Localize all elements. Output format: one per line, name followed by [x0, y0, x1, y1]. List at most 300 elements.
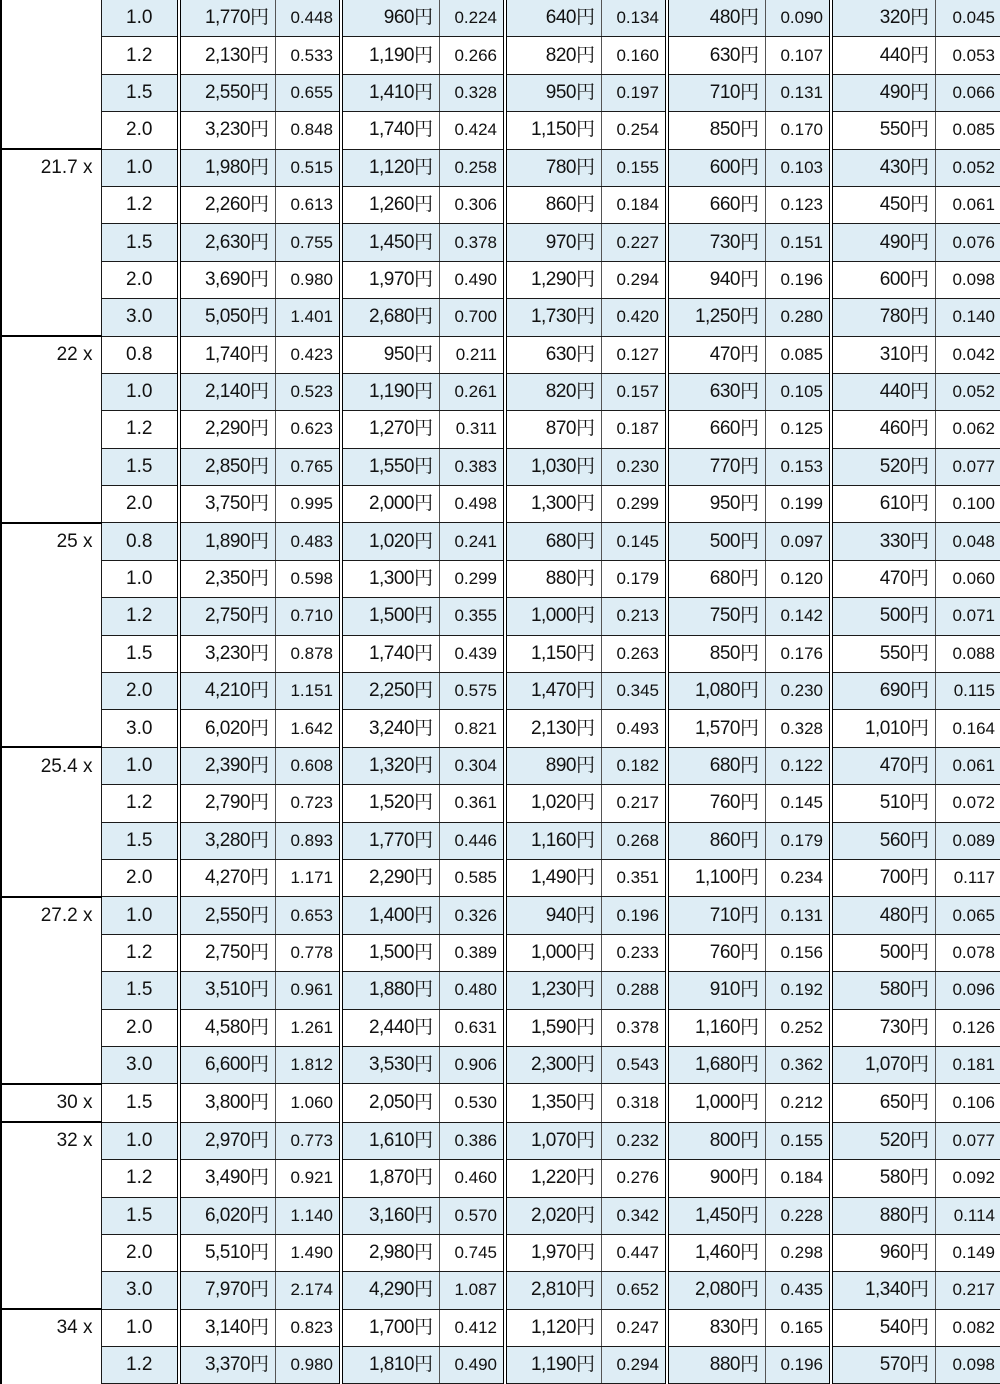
table-row [1, 1122, 1000, 1159]
price-a-cell: 2,850円 [179, 448, 275, 485]
price-e-cell: 960円 [831, 1234, 935, 1271]
table-row [1, 598, 1000, 635]
table-row [1, 710, 1000, 747]
weight-d-cell: 0.435 [765, 1272, 831, 1309]
weight-b-cell: 0.570 [439, 1197, 505, 1234]
weight-e-cell: 0.149 [935, 1234, 1000, 1271]
price-a-cell: 6,020円 [179, 1197, 275, 1234]
size-cell [1, 822, 101, 859]
table-row [1, 747, 1000, 784]
weight-a-cell: 0.995 [275, 486, 341, 523]
price-d-cell: 1,080円 [667, 673, 765, 710]
size-cell [1, 1046, 101, 1083]
price-b-cell: 1,410円 [341, 74, 439, 111]
weight-c-cell: 0.263 [601, 635, 667, 672]
weight-e-cell: 0.114 [935, 1197, 1000, 1234]
price-b-cell: 1,450円 [341, 224, 439, 261]
price-c-cell: 1,590円 [505, 1009, 601, 1046]
price-a-cell: 3,230円 [179, 112, 275, 149]
price-a-cell: 3,140円 [179, 1309, 275, 1346]
price-a-cell: 3,280円 [179, 822, 275, 859]
price-a-cell: 2,630円 [179, 224, 275, 261]
price-c-cell: 630円 [505, 336, 601, 373]
weight-e-cell: 0.077 [935, 1122, 1000, 1159]
thickness-cell: 1.5 [101, 1197, 179, 1234]
table-row [1, 1046, 1000, 1083]
price-a-cell: 7,970円 [179, 1272, 275, 1309]
table-row [1, 560, 1000, 597]
price-d-cell: 760円 [667, 785, 765, 822]
weight-c-cell: 0.420 [601, 299, 667, 336]
price-d-cell: 660円 [667, 186, 765, 223]
weight-a-cell: 0.723 [275, 785, 341, 822]
table-row [1, 0, 1000, 37]
price-c-cell: 1,290円 [505, 261, 601, 298]
weight-b-cell: 0.328 [439, 74, 505, 111]
weight-a-cell: 0.608 [275, 747, 341, 784]
price-c-cell: 1,970円 [505, 1234, 601, 1271]
weight-e-cell: 0.088 [935, 635, 1000, 672]
thickness-cell: 3.0 [101, 1272, 179, 1309]
price-a-cell: 4,210円 [179, 673, 275, 710]
price-e-cell: 520円 [831, 1122, 935, 1159]
weight-d-cell: 0.085 [765, 336, 831, 373]
weight-d-cell: 0.362 [765, 1046, 831, 1083]
thickness-cell: 2.0 [101, 112, 179, 149]
weight-e-cell: 0.060 [935, 560, 1000, 597]
price-d-cell: 850円 [667, 635, 765, 672]
price-d-cell: 1,000円 [667, 1084, 765, 1122]
weight-b-cell: 0.261 [439, 373, 505, 410]
price-a-cell: 2,790円 [179, 785, 275, 822]
price-e-cell: 780円 [831, 299, 935, 336]
thickness-cell: 2.0 [101, 673, 179, 710]
table-row [1, 1272, 1000, 1309]
size-cell [1, 261, 101, 298]
price-b-cell: 1,400円 [341, 897, 439, 934]
weight-b-cell: 0.258 [439, 149, 505, 186]
price-d-cell: 750円 [667, 598, 765, 635]
weight-b-cell: 0.424 [439, 112, 505, 149]
weight-c-cell: 0.213 [601, 598, 667, 635]
price-d-cell: 730円 [667, 224, 765, 261]
weight-c-cell: 0.318 [601, 1084, 667, 1122]
price-e-cell: 560円 [831, 822, 935, 859]
price-a-cell: 2,970円 [179, 1122, 275, 1159]
price-e-cell: 1,340円 [831, 1272, 935, 1309]
weight-a-cell: 0.423 [275, 336, 341, 373]
price-e-cell: 730円 [831, 1009, 935, 1046]
weight-e-cell: 0.140 [935, 299, 1000, 336]
price-e-cell: 580円 [831, 972, 935, 1009]
size-cell [1, 74, 101, 111]
thickness-cell: 1.5 [101, 448, 179, 485]
weight-e-cell: 0.078 [935, 934, 1000, 971]
weight-c-cell: 0.227 [601, 224, 667, 261]
weight-c-cell: 0.155 [601, 149, 667, 186]
weight-a-cell: 0.653 [275, 897, 341, 934]
weight-a-cell: 2.174 [275, 1272, 341, 1309]
weight-d-cell: 0.155 [765, 1122, 831, 1159]
table-row [1, 972, 1000, 1009]
price-e-cell: 570円 [831, 1347, 935, 1384]
price-d-cell: 860円 [667, 822, 765, 859]
price-e-cell: 510円 [831, 785, 935, 822]
size-cell: 32 x [1, 1122, 101, 1159]
price-b-cell: 1,190円 [341, 373, 439, 410]
weight-d-cell: 0.179 [765, 822, 831, 859]
price-c-cell: 2,130円 [505, 710, 601, 747]
price-b-cell: 1,610円 [341, 1122, 439, 1159]
weight-c-cell: 0.187 [601, 411, 667, 448]
weight-a-cell: 0.980 [275, 261, 341, 298]
weight-e-cell: 0.085 [935, 112, 1000, 149]
price-c-cell: 1,000円 [505, 934, 601, 971]
weight-d-cell: 0.192 [765, 972, 831, 1009]
thickness-cell: 1.0 [101, 373, 179, 410]
thickness-cell: 1.2 [101, 1347, 179, 1384]
thickness-cell: 2.0 [101, 486, 179, 523]
size-cell [1, 710, 101, 747]
price-d-cell: 910円 [667, 972, 765, 1009]
thickness-cell: 0.8 [101, 523, 179, 560]
weight-b-cell: 0.490 [439, 1347, 505, 1384]
weight-c-cell: 0.493 [601, 710, 667, 747]
weight-c-cell: 0.134 [601, 0, 667, 37]
price-c-cell: 890円 [505, 747, 601, 784]
table-row [1, 149, 1000, 186]
weight-a-cell: 0.448 [275, 0, 341, 37]
price-d-cell: 900円 [667, 1160, 765, 1197]
price-b-cell: 2,980円 [341, 1234, 439, 1271]
table-row [1, 74, 1000, 111]
weight-a-cell: 0.483 [275, 523, 341, 560]
price-d-cell: 950円 [667, 486, 765, 523]
price-b-cell: 1,270円 [341, 411, 439, 448]
price-d-cell: 1,160円 [667, 1009, 765, 1046]
price-a-cell: 3,370円 [179, 1347, 275, 1384]
thickness-cell: 1.0 [101, 0, 179, 37]
price-e-cell: 490円 [831, 74, 935, 111]
weight-a-cell: 0.765 [275, 448, 341, 485]
price-d-cell: 480円 [667, 0, 765, 37]
price-a-cell: 1,770円 [179, 0, 275, 37]
weight-b-cell: 0.460 [439, 1160, 505, 1197]
table-row [1, 1084, 1000, 1122]
weight-c-cell: 0.268 [601, 822, 667, 859]
weight-a-cell: 1.140 [275, 1197, 341, 1234]
price-b-cell: 950円 [341, 336, 439, 373]
weight-e-cell: 0.076 [935, 224, 1000, 261]
price-c-cell: 680円 [505, 523, 601, 560]
weight-a-cell: 0.533 [275, 37, 341, 74]
price-d-cell: 660円 [667, 411, 765, 448]
size-cell: 22 x [1, 336, 101, 373]
size-cell [1, 1272, 101, 1309]
price-b-cell: 1,770円 [341, 822, 439, 859]
weight-e-cell: 0.061 [935, 747, 1000, 784]
price-e-cell: 650円 [831, 1084, 935, 1122]
weight-e-cell: 0.096 [935, 972, 1000, 1009]
table-row [1, 673, 1000, 710]
weight-e-cell: 0.052 [935, 149, 1000, 186]
weight-b-cell: 0.383 [439, 448, 505, 485]
price-d-cell: 710円 [667, 74, 765, 111]
weight-c-cell: 0.145 [601, 523, 667, 560]
weight-d-cell: 0.120 [765, 560, 831, 597]
thickness-cell: 3.0 [101, 299, 179, 336]
size-cell [1, 635, 101, 672]
weight-e-cell: 0.082 [935, 1309, 1000, 1346]
size-cell [1, 972, 101, 1009]
price-b-cell: 3,160円 [341, 1197, 439, 1234]
weight-d-cell: 0.170 [765, 112, 831, 149]
price-d-cell: 770円 [667, 448, 765, 485]
price-b-cell: 1,020円 [341, 523, 439, 560]
weight-c-cell: 0.179 [601, 560, 667, 597]
table-row [1, 448, 1000, 485]
price-a-cell: 3,230円 [179, 635, 275, 672]
weight-b-cell: 0.211 [439, 336, 505, 373]
table-row [1, 1234, 1000, 1271]
weight-b-cell: 0.446 [439, 822, 505, 859]
weight-e-cell: 0.115 [935, 673, 1000, 710]
weight-a-cell: 1.401 [275, 299, 341, 336]
price-a-cell: 2,350円 [179, 560, 275, 597]
size-cell [1, 448, 101, 485]
price-b-cell: 2,440円 [341, 1009, 439, 1046]
price-a-cell: 3,490円 [179, 1160, 275, 1197]
size-cell [1, 299, 101, 336]
price-d-cell: 710円 [667, 897, 765, 934]
weight-e-cell: 0.066 [935, 74, 1000, 111]
weight-d-cell: 0.151 [765, 224, 831, 261]
price-c-cell: 1,220円 [505, 1160, 601, 1197]
price-a-cell: 2,550円 [179, 897, 275, 934]
weight-b-cell: 0.386 [439, 1122, 505, 1159]
price-b-cell: 1,260円 [341, 186, 439, 223]
weight-d-cell: 0.199 [765, 486, 831, 523]
price-d-cell: 2,080円 [667, 1272, 765, 1309]
price-b-cell: 2,000円 [341, 486, 439, 523]
size-cell [1, 1197, 101, 1234]
price-e-cell: 440円 [831, 373, 935, 410]
size-cell: 21.7 x [1, 149, 101, 186]
weight-e-cell: 0.106 [935, 1084, 1000, 1122]
weight-d-cell: 0.234 [765, 859, 831, 896]
size-cell [1, 934, 101, 971]
weight-e-cell: 0.042 [935, 336, 1000, 373]
thickness-cell: 1.0 [101, 1309, 179, 1346]
weight-c-cell: 0.288 [601, 972, 667, 1009]
price-e-cell: 500円 [831, 598, 935, 635]
price-d-cell: 630円 [667, 37, 765, 74]
weight-b-cell: 0.299 [439, 560, 505, 597]
weight-b-cell: 0.906 [439, 1046, 505, 1083]
weight-c-cell: 0.247 [601, 1309, 667, 1346]
weight-b-cell: 0.389 [439, 934, 505, 971]
weight-c-cell: 0.184 [601, 186, 667, 223]
weight-b-cell: 0.480 [439, 972, 505, 1009]
weight-d-cell: 0.212 [765, 1084, 831, 1122]
price-c-cell: 820円 [505, 373, 601, 410]
weight-c-cell: 0.160 [601, 37, 667, 74]
price-a-cell: 1,980円 [179, 149, 275, 186]
price-a-cell: 5,510円 [179, 1234, 275, 1271]
price-c-cell: 970円 [505, 224, 601, 261]
weight-d-cell: 0.105 [765, 373, 831, 410]
weight-a-cell: 0.778 [275, 934, 341, 971]
size-cell [1, 224, 101, 261]
price-e-cell: 490円 [831, 224, 935, 261]
price-d-cell: 830円 [667, 1309, 765, 1346]
price-c-cell: 1,000円 [505, 598, 601, 635]
weight-e-cell: 0.052 [935, 373, 1000, 410]
price-a-cell: 2,260円 [179, 186, 275, 223]
weight-d-cell: 0.122 [765, 747, 831, 784]
price-b-cell: 1,970円 [341, 261, 439, 298]
price-e-cell: 460円 [831, 411, 935, 448]
price-a-cell: 4,580円 [179, 1009, 275, 1046]
price-b-cell: 1,120円 [341, 149, 439, 186]
table-row [1, 373, 1000, 410]
weight-e-cell: 0.065 [935, 897, 1000, 934]
price-b-cell: 1,520円 [341, 785, 439, 822]
weight-b-cell: 0.361 [439, 785, 505, 822]
price-b-cell: 1,300円 [341, 560, 439, 597]
weight-d-cell: 0.125 [765, 411, 831, 448]
weight-e-cell: 0.217 [935, 1272, 1000, 1309]
price-e-cell: 480円 [831, 897, 935, 934]
price-c-cell: 1,190円 [505, 1347, 601, 1384]
weight-b-cell: 0.412 [439, 1309, 505, 1346]
weight-c-cell: 0.447 [601, 1234, 667, 1271]
weight-d-cell: 0.103 [765, 149, 831, 186]
thickness-cell: 2.0 [101, 1234, 179, 1271]
price-a-cell: 4,270円 [179, 859, 275, 896]
weight-c-cell: 0.294 [601, 261, 667, 298]
price-c-cell: 1,470円 [505, 673, 601, 710]
weight-c-cell: 0.233 [601, 934, 667, 971]
weight-b-cell: 0.378 [439, 224, 505, 261]
weight-d-cell: 0.090 [765, 0, 831, 37]
weight-d-cell: 0.280 [765, 299, 831, 336]
weight-d-cell: 0.196 [765, 1347, 831, 1384]
price-b-cell: 1,500円 [341, 934, 439, 971]
weight-c-cell: 0.299 [601, 486, 667, 523]
price-e-cell: 450円 [831, 186, 935, 223]
weight-b-cell: 0.241 [439, 523, 505, 560]
weight-a-cell: 0.893 [275, 822, 341, 859]
weight-e-cell: 0.045 [935, 0, 1000, 37]
weight-d-cell: 0.298 [765, 1234, 831, 1271]
weight-c-cell: 0.254 [601, 112, 667, 149]
price-e-cell: 310円 [831, 336, 935, 373]
price-c-cell: 2,810円 [505, 1272, 601, 1309]
price-a-cell: 1,740円 [179, 336, 275, 373]
weight-b-cell: 1.087 [439, 1272, 505, 1309]
weight-e-cell: 0.100 [935, 486, 1000, 523]
price-e-cell: 470円 [831, 560, 935, 597]
weight-b-cell: 0.585 [439, 859, 505, 896]
size-cell: 27.2 x [1, 897, 101, 934]
table-row [1, 336, 1000, 373]
weight-a-cell: 1.642 [275, 710, 341, 747]
price-b-cell: 1,500円 [341, 598, 439, 635]
thickness-cell: 1.2 [101, 1160, 179, 1197]
price-c-cell: 1,150円 [505, 635, 601, 672]
price-d-cell: 600円 [667, 149, 765, 186]
weight-e-cell: 0.061 [935, 186, 1000, 223]
price-c-cell: 1,230円 [505, 972, 601, 1009]
price-d-cell: 1,450円 [667, 1197, 765, 1234]
table-row [1, 299, 1000, 336]
price-d-cell: 680円 [667, 747, 765, 784]
weight-d-cell: 0.142 [765, 598, 831, 635]
price-c-cell: 1,070円 [505, 1122, 601, 1159]
table-row [1, 1160, 1000, 1197]
weight-a-cell: 1.490 [275, 1234, 341, 1271]
thickness-cell: 3.0 [101, 1046, 179, 1083]
weight-a-cell: 0.523 [275, 373, 341, 410]
price-d-cell: 1,100円 [667, 859, 765, 896]
thickness-cell: 1.5 [101, 224, 179, 261]
weight-b-cell: 0.326 [439, 897, 505, 934]
size-cell: 25.4 x [1, 747, 101, 784]
price-c-cell: 860円 [505, 186, 601, 223]
size-cell [1, 1234, 101, 1271]
price-d-cell: 1,250円 [667, 299, 765, 336]
price-a-cell: 3,800円 [179, 1084, 275, 1122]
weight-d-cell: 0.123 [765, 186, 831, 223]
size-cell [1, 560, 101, 597]
weight-c-cell: 0.351 [601, 859, 667, 896]
weight-d-cell: 0.252 [765, 1009, 831, 1046]
weight-c-cell: 0.652 [601, 1272, 667, 1309]
table-body [1, 0, 1000, 1384]
price-e-cell: 610円 [831, 486, 935, 523]
thickness-cell: 1.0 [101, 149, 179, 186]
price-c-cell: 1,150円 [505, 112, 601, 149]
price-b-cell: 1,190円 [341, 37, 439, 74]
price-d-cell: 1,460円 [667, 1234, 765, 1271]
price-d-cell: 1,680円 [667, 1046, 765, 1083]
price-b-cell: 3,240円 [341, 710, 439, 747]
price-a-cell: 3,510円 [179, 972, 275, 1009]
weight-c-cell: 0.232 [601, 1122, 667, 1159]
thickness-cell: 1.5 [101, 972, 179, 1009]
price-a-cell: 6,600円 [179, 1046, 275, 1083]
price-a-cell: 6,020円 [179, 710, 275, 747]
weight-b-cell: 0.311 [439, 411, 505, 448]
price-e-cell: 1,070円 [831, 1046, 935, 1083]
price-c-cell: 1,160円 [505, 822, 601, 859]
price-c-cell: 880円 [505, 560, 601, 597]
price-d-cell: 800円 [667, 1122, 765, 1159]
price-c-cell: 1,490円 [505, 859, 601, 896]
weight-b-cell: 0.498 [439, 486, 505, 523]
price-a-cell: 2,750円 [179, 934, 275, 971]
weight-c-cell: 0.294 [601, 1347, 667, 1384]
size-cell [1, 673, 101, 710]
table-row [1, 37, 1000, 74]
price-b-cell: 2,050円 [341, 1084, 439, 1122]
weight-d-cell: 0.131 [765, 74, 831, 111]
price-c-cell: 1,350円 [505, 1084, 601, 1122]
weight-b-cell: 0.700 [439, 299, 505, 336]
weight-a-cell: 1.261 [275, 1009, 341, 1046]
price-e-cell: 520円 [831, 448, 935, 485]
